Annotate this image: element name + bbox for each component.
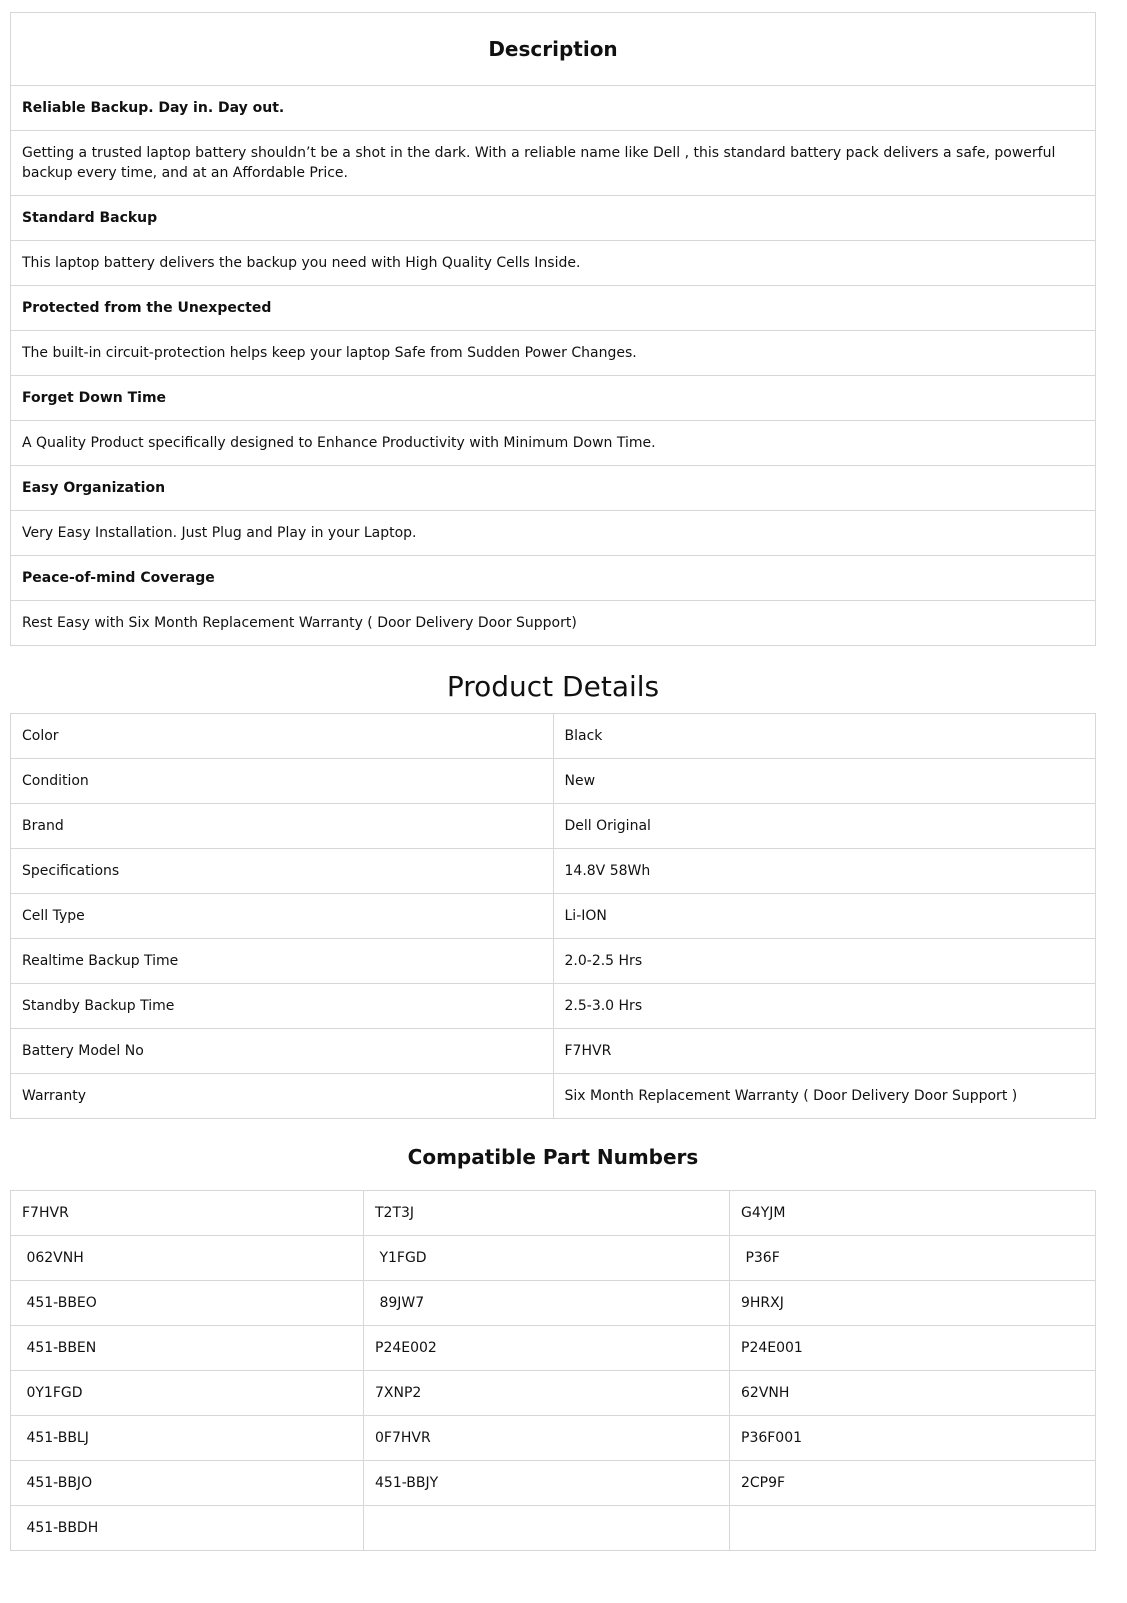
section-text: Rest Easy with Six Month Replacement Warranty ( Door Delivery Door Support)	[11, 601, 1096, 646]
part-number-cell	[730, 1506, 1096, 1551]
part-number-cell: 7XNP2	[364, 1371, 730, 1416]
detail-value: Black	[553, 714, 1096, 759]
product-details-title: Product Details	[446, 670, 660, 703]
compatible-parts-table	[10, 1190, 1096, 1551]
part-number-cell: G4YJM	[730, 1191, 1096, 1236]
description-heading-row	[11, 376, 1096, 421]
section-text: The built-in circuit-protection helps keep your laptop Safe from Sudden Power Changes.	[11, 331, 1096, 376]
detail-row	[11, 849, 1096, 894]
section-text: Very Easy Installation. Just Plug and Play in your Laptop.	[11, 511, 1096, 556]
part-number-cell: P36F001	[730, 1416, 1096, 1461]
section-heading: Forget Down Time	[11, 376, 1096, 421]
part-row	[11, 1281, 1096, 1326]
detail-value: New	[553, 759, 1096, 804]
part-row	[11, 1506, 1096, 1551]
description-text-row	[11, 511, 1096, 556]
detail-label: Brand	[11, 804, 554, 849]
part-number-cell: 9HRXJ	[730, 1281, 1096, 1326]
detail-label: Realtime Backup Time	[11, 939, 554, 984]
detail-value: 2.0-2.5 Hrs	[553, 939, 1096, 984]
part-row	[11, 1236, 1096, 1281]
detail-label: Condition	[11, 759, 554, 804]
description-text-row	[11, 331, 1096, 376]
part-row	[11, 1416, 1096, 1461]
detail-value: 2.5-3.0 Hrs	[553, 984, 1096, 1029]
part-row	[11, 1191, 1096, 1236]
description-heading-row	[11, 466, 1096, 511]
detail-row	[11, 714, 1096, 759]
product-details-table	[10, 713, 1096, 1119]
detail-label: Specifications	[11, 849, 554, 894]
detail-value: Dell Original	[553, 804, 1096, 849]
detail-value: 14.8V 58Wh	[553, 849, 1096, 894]
part-number-cell: 0F7HVR	[364, 1416, 730, 1461]
part-number-cell: 89JW7	[364, 1281, 730, 1326]
part-number-cell	[364, 1506, 730, 1551]
description-heading-row	[11, 86, 1096, 131]
section-text: Getting a trusted laptop battery shouldn’t be a shot in the dark. With a reliable name like Dell , this standard battery pack delivers a safe, powerful backup every time, and at an Affordable Price.	[11, 131, 1096, 196]
detail-value: Li-ION	[553, 894, 1096, 939]
detail-row	[11, 939, 1096, 984]
detail-label: Cell Type	[11, 894, 554, 939]
detail-label: Battery Model No	[11, 1029, 554, 1074]
part-number-cell: 451-BBLJ	[11, 1416, 364, 1461]
section-heading: Easy Organization	[11, 466, 1096, 511]
section-heading: Reliable Backup. Day in. Day out.	[11, 86, 1096, 131]
detail-row	[11, 894, 1096, 939]
part-number-cell: 451-BBJO	[11, 1461, 364, 1506]
description-text-row	[11, 601, 1096, 646]
detail-label: Warranty	[11, 1074, 554, 1119]
section-heading: Standard Backup	[11, 196, 1096, 241]
detail-row	[11, 984, 1096, 1029]
detail-value: Six Month Replacement Warranty ( Door Delivery Door Support )	[553, 1074, 1096, 1119]
description-title-row	[11, 13, 1096, 86]
part-number-cell: 451-BBEN	[11, 1326, 364, 1371]
description-heading-row	[11, 286, 1096, 331]
detail-row	[11, 1029, 1096, 1074]
part-number-cell: T2T3J	[364, 1191, 730, 1236]
detail-row	[11, 759, 1096, 804]
section-heading: Peace-of-mind Coverage	[11, 556, 1096, 601]
part-number-cell: P24E001	[730, 1326, 1096, 1371]
detail-row	[11, 1074, 1096, 1119]
detail-label: Standby Backup Time	[11, 984, 554, 1029]
part-row	[11, 1326, 1096, 1371]
detail-row	[11, 804, 1096, 849]
description-text-row	[11, 421, 1096, 466]
detail-value: F7HVR	[553, 1029, 1096, 1074]
part-number-cell: F7HVR	[11, 1191, 364, 1236]
part-row	[11, 1461, 1096, 1506]
compatible-parts-title: Compatible Part Numbers	[407, 1145, 699, 1169]
part-number-cell: Y1FGD	[364, 1236, 730, 1281]
description-heading-row	[11, 196, 1096, 241]
description-text-row	[11, 241, 1096, 286]
part-number-cell: 2CP9F	[730, 1461, 1096, 1506]
part-number-cell: 062VNH	[11, 1236, 364, 1281]
part-row	[11, 1371, 1096, 1416]
detail-label: Color	[11, 714, 554, 759]
part-number-cell: 451-BBDH	[11, 1506, 364, 1551]
description-heading-row	[11, 556, 1096, 601]
part-number-cell: 0Y1FGD	[11, 1371, 364, 1416]
part-number-cell: 451-BBJY	[364, 1461, 730, 1506]
section-heading: Protected from the Unexpected	[11, 286, 1096, 331]
part-number-cell: P24E002	[364, 1326, 730, 1371]
description-text-row	[11, 131, 1096, 196]
part-number-cell: P36F	[730, 1236, 1096, 1281]
section-text: This laptop battery delivers the backup you need with High Quality Cells Inside.	[11, 241, 1096, 286]
part-number-cell: 451-BBEO	[11, 1281, 364, 1326]
description-table	[10, 12, 1096, 646]
section-text: A Quality Product specifically designed to Enhance Productivity with Minimum Down Time.	[11, 421, 1096, 466]
part-number-cell: 62VNH	[730, 1371, 1096, 1416]
description-title: Description	[11, 13, 1096, 86]
